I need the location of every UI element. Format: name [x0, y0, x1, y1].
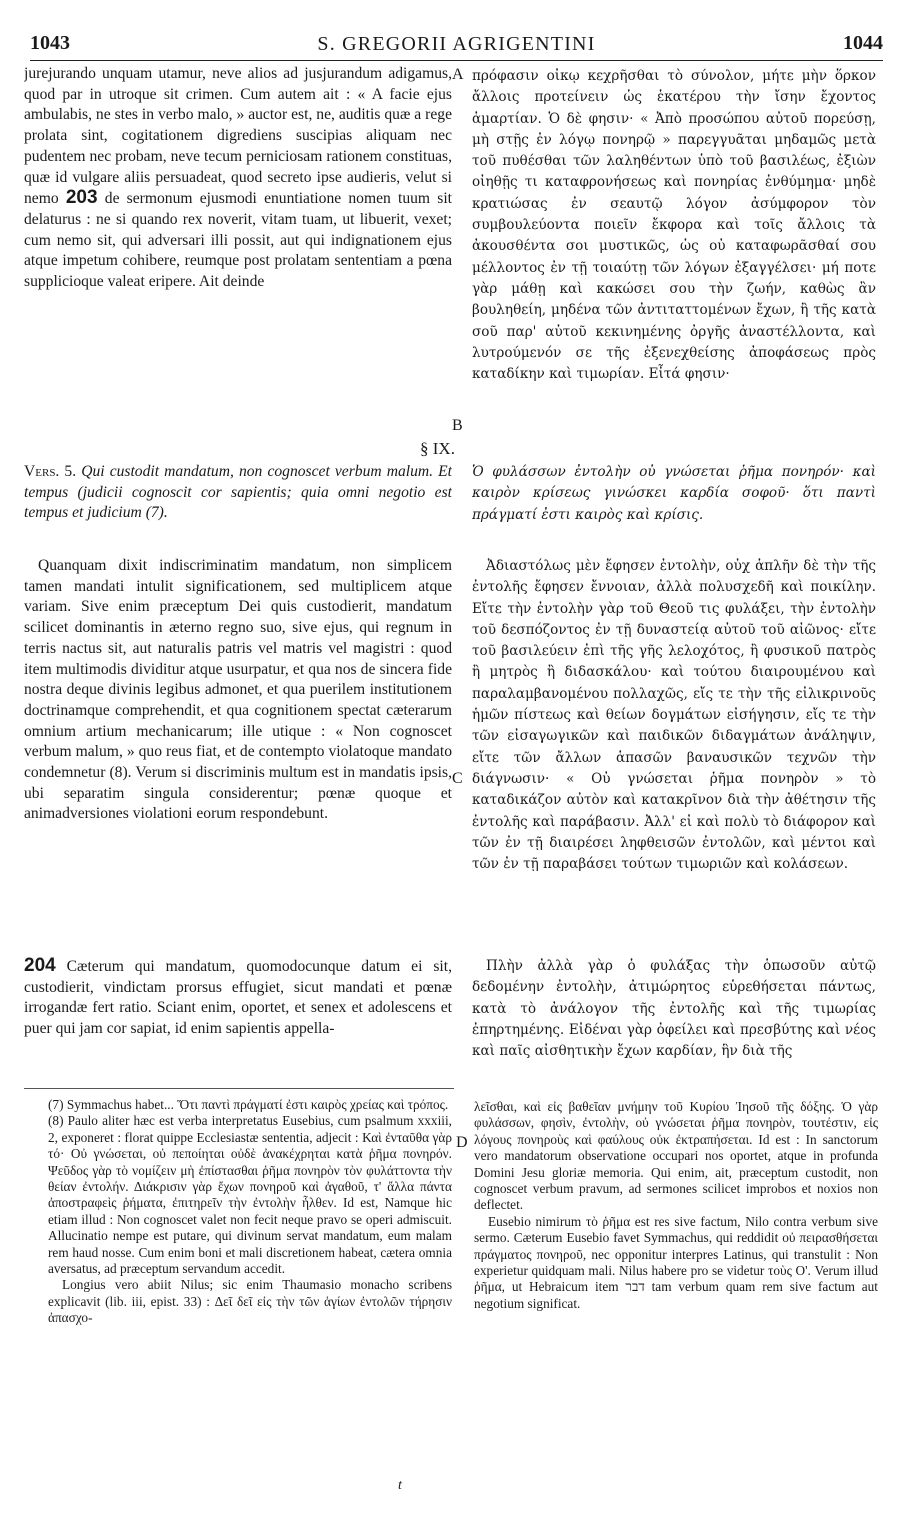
greek-note-text-2: Eusebio nimirum τὸ ῥῆμα est res sive factum, Nilo contra verbum sive sermo. Cæterum Eusebio favet Symmachus, qui reddidit οὐ πειρασθήσεται πράγματος πονηροῦ, nec opponitur interpres Latinus, qui transtulit : Non experietur quidquam mali. Nilus habere pro se videtur τοὺς Ο'. Verum illud ῥῆμα, ut Hebraicum item דבר tam verbum quam rem sive factum aut negotium significat. [474, 1213, 878, 1311]
footnote-continuation: Longius vero abiit Nilus; sic enim Thaumasio monacho scribens explicavit (lib. iii, epist. 33) : Δεῖ δεῖ εἰς τὴν τῶν ἁγίων ἐντολῶν τήρησιν ἀπασχο- [48, 1277, 452, 1326]
footnote-8: (8) Paulo aliter hæc est verba interpretatus Eusebius, cum psalmum xxxiii, 2, exponeret : florat quippe Ecclesiastæ sententia, adjecit : Καὶ ἐνταῦθα γὰρ τό· Οὐ γνώσεται, οὐ πεποίηται οὐδὲ ἀνακέχρηται κατὰ ῥῆμα πονηρόν. Ψεῦδος γὰρ τὸ νομίζειν μὴ ἐπίστασθαι ῥῆμα πονηρὸν τὸν φυλάττοντα τὴν θείαν ἐντολήν. Διάκρισιν γὰρ ἔχων πονηροῦ καὶ ἀγαθοῦ, τ' ἄλλα πάντα ἀποστραφεὶς ῥήματα, ἐπιτηρεῖν τὴν ἐντολὴν ἦλθεν. Id est, Namque hic etiam illud : Non cognoscet valet non fecit neque pravo se operi admiscuit. Allucinatio nempe est putare, qui divinum servat mandatum, eum malam rem haud nosse. Cum enim boni et mali discretionem habeat, cætera omnia aversatus, ad præceptum servandum accedit. [48, 1113, 452, 1277]
latin-text-1: jurejurando unquam utamur, neve alios ad jusjurandum adigamus, quod par in utroque sit crimen. Cum autem ait : « A facie ejus ambulabis, ne stes in verbo malo, » auctor est, ne, auditis quæ a rege prolata sint, cogitationem digrediens suscipias aliquam nec pudentem nec probam, neve tecum perniciosam rationem constituas, quæ id vulgare aliis persuadeat, quod secreto ipse audieris, velut si nemo [24, 65, 452, 208]
column-number-203: 203 [65, 187, 98, 209]
latin-paragraph-2 [24, 556, 452, 952]
footnotes-right [474, 1099, 878, 1419]
running-title: S. GREGORII AGRIGENTINI [317, 33, 596, 55]
footnote-rule [24, 1088, 454, 1089]
column-number-204: 204 [24, 956, 56, 976]
verse-label: Vers. 5. [24, 463, 77, 480]
page-number-right: 1044 [843, 32, 883, 54]
footnote-7: (7) Symmachus habet... Ὅτι παντὶ πράγματί ἐστι καιρὸς χρείας καὶ τρόπος. [48, 1097, 449, 1112]
greek-verse-text: Ὁ φυλάσσων ἐντολὴν οὐ γνώσεται ῥῆμα πονηρόν· καὶ καιρὸν κρίσεως γινώσκει καρδία σοφοῦ· ὅτι παντὶ πράγματί ἐστι καιρὸς καὶ κρίσις. [472, 464, 876, 523]
margin-letter-c: C [452, 770, 463, 787]
greek-text-2: Ἀδιαστόλως μὲν ἔφησεν ἐντολὴν, οὐχ ἁπλῆν δὲ τὴν τῆς ἐντολῆς ἔφησεν ἔννοιαν, ἀλλὰ πολυσχεδῆ καὶ ποικίλην. Εἴτε τὴν ἐντολὴν γὰρ τοῦ Θεοῦ τις φυλάξει, τὴν ἐντολὴν τοῦ δεσπόζοντος ἐν τῇ δυναστείᾳ αὐτοῦ τοῦ αἰῶνος· εἴτε τοῦ βασιλεύειν ἐπὶ τῆς γῆς λελοχότος, ἢ φυσικοῦ πατρὸς ἢ μητρὸς ἢ διδασκάλου· καὶ τούτου διαιρουμένου καὶ παραλαμβανομένου πολλαχῶς, εἴς τε τὴν τῆς εἰλικρινοῦς ἡμῶν πίστεως καὶ θείων δογμάτων εἰσήγησιν, εἴς τε τὴν τῶν εἰσαγωγικῶν καὶ παιδικῶν διδαγμάτων ἀνάληψιν, εἴτε τῶν ἄλλων ἁπασῶν βαναυσικῶν τεχνῶν τὴν διάγνωσιν· « Οὐ γνώσεται ῥῆμα πονηρὸν » τὸ καταδικάζον αὐτὸν καὶ κατακρῖνον διὰ τὴν ἀθέτησιν τῆς ἐντολῆς καὶ παράβασιν. Ἀλλ' εἰ καὶ πολὺ τὸ διάφορον καὶ τῶν ἐν τῇ διαιρέσει ληφθεισῶν ἐντολῶν, καὶ μέντοι καὶ τῶν ἐν τῇ παραβάσει τούτων τιμωριῶν καὶ κολάσεων. [472, 558, 876, 873]
greek-verse [472, 462, 876, 554]
footnotes-left [48, 1097, 452, 1477]
greek-paragraph-3 [472, 956, 876, 1086]
margin-letter-a: A [452, 66, 464, 83]
margin-letter-b: B [452, 417, 463, 434]
latin-paragraph-1 [24, 64, 452, 418]
greek-paragraph-2 [472, 556, 876, 952]
page-mark: t [398, 1478, 402, 1493]
running-header [30, 30, 883, 61]
greek-text-3: Πλὴν ἀλλὰ γὰρ ὁ φυλάξας τὴν ὁπωσοῦν αὐτῷ δεδομένην ἐντολὴν, ἀτιμώρητος εὑρεθήσεται πάντως, κατὰ τὸ ἀνάλογον τῆς ἐντολῆς καὶ τῆς τιμωρίας ἐπηρτημένης. Εἰδέναι γὰρ ὀφείλει καὶ πρεσβύτης καὶ νέος καὶ παῖς αἰσθητικὴν ἔχων καρδίαν, ἣν διὰ τῆς [472, 958, 876, 1060]
latin-paragraph-3 [24, 956, 452, 1082]
latin-text-1b: de sermonum ejusmodi enuntiatione nomen tuum sit delaturus : ne si quando rex noverit, vitam tuam, ut libuerit, vexet; cum nemo sit, qui adversari illi possit, aut qui indignationem ejus atque impetum cohibere, reumque post prolatam sententiam a pœna supplicioque valeat eripere. Ait deinde [24, 190, 452, 291]
section-heading: § IX. [420, 439, 455, 458]
greek-text-1: πρόφασιν οἰκῳ κεχρῆσθαι τὸ σύνολον, μήτε μὴν ὅρκον ἄλλοις προτείνειν ὡς ἑκατέρου τὴν ἴσην ἔχοντος ἁμαρτίαν. Ὁ δὲ φησιν· « Ἀπὸ προσώπου αὐτοῦ πορεύσῃ, μὴ στῇς ἐν λόγῳ πονηρῷ » παρεγγυᾶται μηδαμῶς μετὰ τοῦ πυθέσθαι τῶν λαληθέντων ὑπὸ τοῦ βασιλέως, ἐξιὼν οἰηθῇς τι καταφρονήσεως καὶ πονηρίας ἐνθύμημα· μηδὲ κρατιώσας ἐν σεαυτῷ λόγον ἀσύμφορον τὸν συμβουλεύοντα ποιεῖν ἔκφορα καὶ τοῖς ἄλλοις τὰ ἀκουσθέντα σοι μυστικῶς, ὡς οὐ καταφωρᾶσθαί σου μέλλοντος ἐν τῇ τοιαύτῃ τῶν λόγων ἐξαγγέλσει· μή ποτε γὰρ μάθῃ καὶ κακώσει σου τὴν ζωήν, καθὼς ἂν βουληθείη, μηδένα τῶν ἀντιταττομένων ἔχων, ἢ τῆς κατὰ σοῦ παρ' αὐτοῦ κεκινημένης ὀργῆς ἀναστέλλοντα, καὶ λυτρούμενόν σε τῆς ἐξενεχθείσης ἀποφάσεως πρὸς καταδίκην καὶ τιμωρίαν. Εἶτά φησιν· [472, 68, 876, 383]
latin-text-3: Cæterum qui mandatum, quomodocunque datum ei sit, custodierit, vindictam prorsus effugiet, sicut mandati et pœnæ irrogandæ fert ratio. Sciant enim, oportet, et senex et adolescens et puer qui jam cor sapiat, id enim sapientis appella- [24, 958, 452, 1038]
greek-paragraph-1 [472, 66, 876, 436]
page-number-left: 1043 [30, 32, 70, 54]
latin-text-2: Quanquam dixit indiscriminatim mandatum, non simplicem tamen mandati intulit significationem, sed multiplicem atque variam. Sive enim præceptum Dei quis custodierit, mandatum scilicet dominantis in æterno regno suo, sive ejus, qui regnum in terris nactus sit, aut naturalis patris vel matris vel magistri : quod item multimodis dividitur atque usurpatur, et qua nos de sincera fide nostra deque divinis legibus admonet, et qua puerilem institutionem doctrinamque comprehendit, et qua cognitionem spectat cæterarum omnium artium mechanicarum; ille utique : « Non cognoscet verbum malum, » quo reus fiat, et de contempto violatoque mandato condemnetur (8). Verum si discriminis multum est in mandatis ipsis, ubi separatim singula considerentur; pœnæ quoque et animadversiones violationi eorum respondebunt. [24, 557, 452, 823]
margin-letter-d: D [456, 1134, 468, 1151]
latin-verse-text: Qui custodit mandatum, non cognoscet verbum malum. Et tempus (judicii cognoscit cor sapientis; quia omni negotio est tempus et judicium (7). [24, 463, 452, 522]
greek-note-text: λεῖσθαι, καὶ εἰς βαθεῖαν μνήμην τοῦ Κυρίου Ἰησοῦ τῆς δόξης. Ὁ γὰρ φυλάσσων, φησὶν, ἐντολὴν, οὐ γνώσεται ῥῆμα πονηρὸν, τουτέστιν, εἰς λόγους πονηροὺς καὶ φαύλους οὐκ ἐκτραπήσεται. Id est : In sanctorum vero mandatorum observatione occupari nos oportet, atque in profunda Domini Jesu gloriæ memoria. Qui enim, ait, præceptum custodit, non cognoscet verbum pravum, ad sermones scilicet improbos et noxios non deflectet. [474, 1099, 878, 1213]
latin-verse [24, 462, 452, 552]
